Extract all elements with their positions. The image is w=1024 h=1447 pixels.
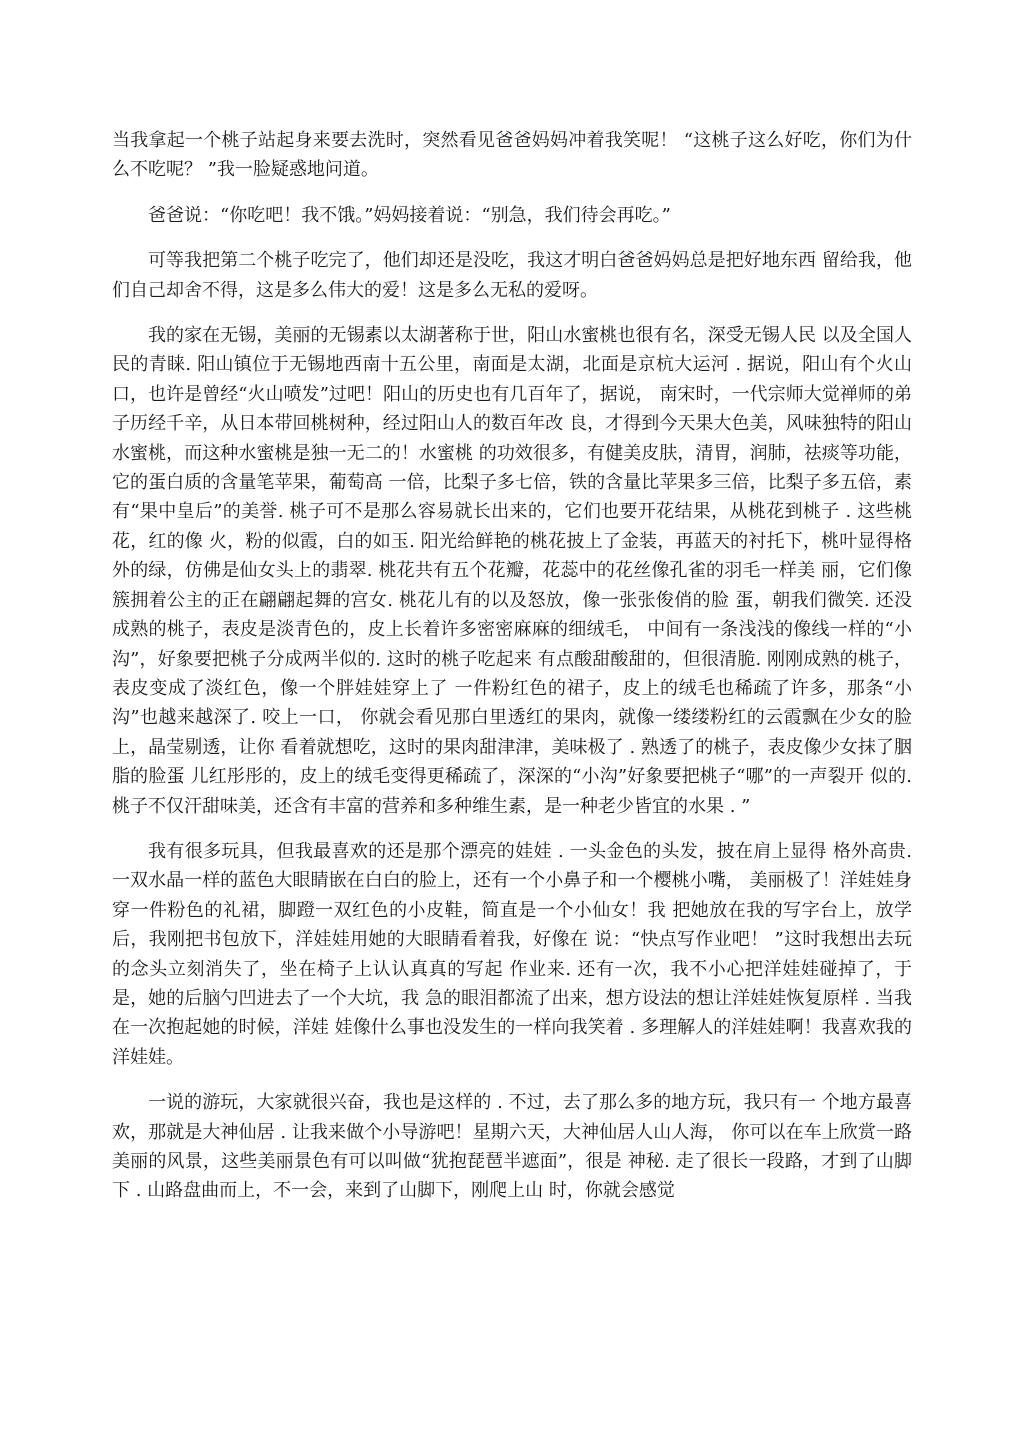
paragraph-doll: 我有很多玩具，但我最喜欢的还是那个漂亮的娃娃 . 一头金色的头发，披在肩上显得 格外高贵. 一双水晶一样的蓝色大眼睛嵌在白白的脸上，还有一个小鼻子和一个樱桃小嘴， 美丽极了！洋娃娃身穿一件粉色的礼裙，脚蹬一双红色的小皮鞋，简直是一个小仙女！我 把她放在我的写字台上，放学后，我刚把书包放下，洋娃娃用她的大眼睛看着我，好像在 说：“快点写作业吧！ ”这时我想出去玩的念头立刻消失了，坐在椅子上认认真真的写起 作业来. 还有一次，我不小心把洋娃娃碰掉了，于是，她的后脑勺凹进去了一个大坑，我 急的眼泪都流了出来，想方设法的想让洋娃娃恢复原样 . 当我在一次抱起她的时候，洋娃 娃像什么事也没发生的一样向我笑着 . 多理解人的洋娃娃啊！我喜欢我的洋娃娃。	[112, 840, 912, 1068]
paragraph-travel: 一说的游玩，大家就很兴奋，我也是这样的 . 不过，去了那么多的地方玩，我只有一 个地方最喜欢，那就是大神仙居 . 让我来做个小导游吧！星期六天，大神仙居人山人海， 你可以在车上欣赏一路美丽的风景，这些美丽景色有可以叫做“犹抱琵琶半遮面”，很是 神秘. 走了很长一段路，才到了山脚下 . 山路盘曲而上，不一会，来到了山脚下，刚爬上山 时，你就会感觉	[112, 1092, 912, 1202]
paragraph-peach-washing: 当我拿起一个桃子站起身来要去洗时，突然看见爸爸妈妈冲着我笑呢！ “这桃子这么好吃，你们为什么不吃呢？ ”我一脸疑惑地问道。	[112, 130, 912, 181]
paragraph-yangshan-peach: 我的家在无锡，美丽的无锡素以太湖著称于世，阳山水蜜桃也很有名，深受无锡人民 以及全国人民的青睐. 阳山镇位于无锡地西南十五公里，南面是太湖，北面是京杭大运河 . 据说，阳山有个火山口，也许是曾经“火山喷发”过吧！阳山的历史也有几百年了，据说， 南宋时，一代宗师大觉禅师的弟子历经千辛，从日本带回桃树种，经过阳山人的数百年改 良，才得到今天果大色美，风味独特的阳山水蜜桃，而这种水蜜桃是独一无二的！水蜜桃 的功效很多，有健美皮肤，清胃，润肺，祛痰等功能，它的蛋白质的含量笔苹果，葡萄高 一倍，比梨子多七倍，铁的含量比苹果多三倍，比梨子多五倍，素有“果中皇后”的美誉. 桃子可不是那么容易就长出来的，它们也要开花结果，从桃花到桃子 . 这些桃花，红的像 火，粉的似霞，白的如玉. 阳光给鲜艳的桃花披上了金装，再蓝天的衬托下，桃叶显得格 外的绿，仿佛是仙女头上的翡翠. 桃花共有五个花瓣，花蕊中的花丝像孔雀的羽毛一样美 丽，它们像簇拥着公主的正在翩翩起舞的宫女. 桃花儿有的以及怒放，像一张张俊俏的脸 蛋，朝我们微笑. 还没成熟的桃子，表皮是淡青色的，皮上长着许多密密麻麻的细绒毛， 中间有一条浅浅的像线一样的“小沟”，好象要把桃子分成两半似的. 这时的桃子吃起来 有点酸甜酸甜的，但很清脆. 刚刚成熟的桃子，表皮变成了淡红色，像一个胖娃娃穿上了 一件粉红色的裙子，皮上的绒毛也稀疏了许多，那条“小沟”也越来越深了. 咬上一口， 你就会看见那白里透红的果肉，就像一缕缕粉红的云霞飘在少女的脸上，晶莹剔透，让你 看着就想吃，这时的果肉甜津津，美味极了 . 熟透了的桃子，表皮像少女抹了胭脂的脸蛋 儿红彤彤的，皮上的绒毛变得更稀疏了，深深的“小沟”好象要把桃子“哪”的一声裂开 似的. 桃子不仅汗甜味美，还含有丰富的营养和多种维生素，是一种老少皆宜的水果 . ”	[112, 325, 912, 817]
document-body	[112, 126, 912, 1222]
paragraph-parents-reply: 爸爸说：“你吃吧！我不饿。”妈妈接着说：“别急，我们待会再吃。”	[148, 204, 671, 226]
paragraph-parents-love: 可等我把第二个桃子吃完了，他们却还是没吃，我这才明白爸爸妈妈总是把好地东西 留给我，他们自己却舍不得，这是多么伟大的爱！这是多么无私的爱呀。	[112, 250, 912, 301]
